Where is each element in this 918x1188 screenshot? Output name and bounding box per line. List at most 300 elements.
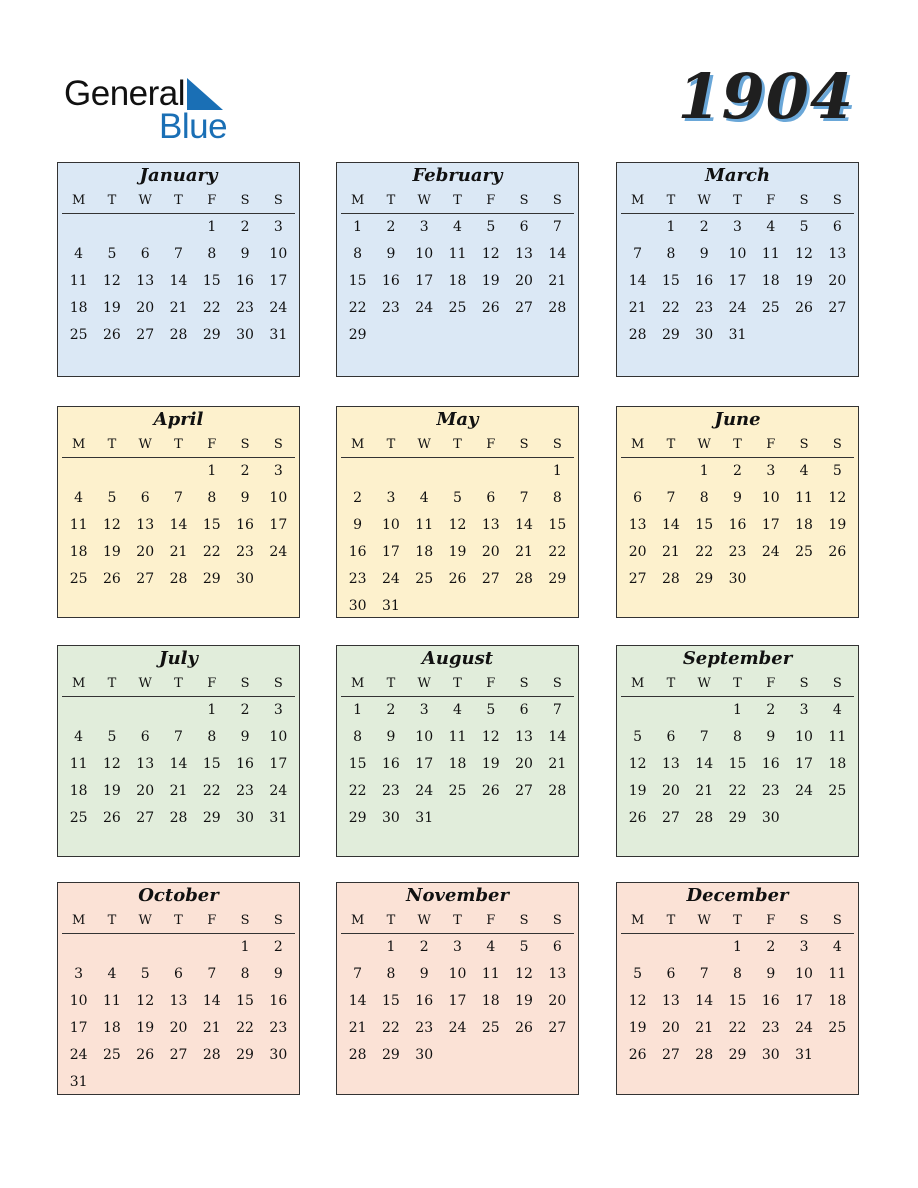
day-number: 13 xyxy=(548,966,567,982)
month-title: September xyxy=(682,648,793,669)
day-number: 31 xyxy=(269,810,288,826)
day-number: 21 xyxy=(548,756,567,772)
day-number: 6 xyxy=(552,939,562,955)
day-grid xyxy=(621,214,854,349)
weekday-label: T xyxy=(666,913,676,928)
weekday-header xyxy=(341,433,574,458)
day-number: 30 xyxy=(236,571,254,587)
day-number: 12 xyxy=(795,246,813,262)
day-number: 8 xyxy=(207,729,217,745)
day-number: 27 xyxy=(136,810,155,826)
day-number: 21 xyxy=(628,300,647,316)
day-number: 24 xyxy=(269,300,288,316)
day-number: 4 xyxy=(419,490,429,506)
month-may xyxy=(336,406,579,618)
day-number: 14 xyxy=(548,729,567,745)
day-number: 11 xyxy=(481,966,500,982)
day-number: 23 xyxy=(382,783,400,799)
day-number: 26 xyxy=(481,300,500,316)
day-number: 8 xyxy=(733,966,742,982)
day-number: 15 xyxy=(662,273,680,289)
weekday-label: F xyxy=(207,676,217,691)
day-number: 13 xyxy=(136,756,155,772)
day-number: 30 xyxy=(269,1047,288,1063)
weekday-label: T xyxy=(666,676,676,691)
day-number: 27 xyxy=(515,300,533,316)
month-title: June xyxy=(714,409,761,430)
empty-day xyxy=(654,697,687,724)
day-number: 6 xyxy=(666,729,676,745)
day-number: 20 xyxy=(169,1020,188,1036)
day-number: 1 xyxy=(699,463,709,479)
day-number: 29 xyxy=(382,1047,400,1063)
day-number: 11 xyxy=(828,966,847,982)
day-number: 2 xyxy=(240,463,250,479)
day-number: 16 xyxy=(269,993,288,1009)
day-number: 25 xyxy=(828,783,847,799)
general-blue-logo xyxy=(64,74,244,144)
day-number: 8 xyxy=(353,729,363,745)
month-title: October xyxy=(138,885,219,906)
day-number: 30 xyxy=(236,327,254,343)
empty-day xyxy=(129,214,162,241)
weekday-label: T xyxy=(107,913,117,928)
day-number: 16 xyxy=(382,273,400,289)
month-september xyxy=(616,645,859,857)
day-number: 10 xyxy=(415,246,434,262)
day-number: 24 xyxy=(382,571,400,587)
day-number: 16 xyxy=(348,544,367,560)
day-number: 18 xyxy=(103,1020,121,1036)
month-title: November xyxy=(406,885,509,906)
empty-day xyxy=(95,697,128,724)
day-number: 28 xyxy=(628,327,647,343)
day-number: 1 xyxy=(207,463,217,479)
day-number: 28 xyxy=(515,571,533,587)
weekday-label: F xyxy=(207,193,217,208)
day-number: 21 xyxy=(515,544,533,560)
day-number: 30 xyxy=(348,598,367,614)
logo-triangle-icon xyxy=(187,78,223,110)
day-number: 16 xyxy=(761,756,780,772)
day-number: 17 xyxy=(269,756,288,772)
empty-day xyxy=(195,934,228,961)
empty-day xyxy=(129,697,162,724)
day-number: 31 xyxy=(728,327,747,343)
day-number: 12 xyxy=(828,490,847,506)
day-number: 19 xyxy=(103,783,121,799)
day-number: 14 xyxy=(202,993,221,1009)
day-number: 9 xyxy=(766,966,776,982)
weekday-label: T xyxy=(453,193,462,208)
day-grid xyxy=(621,458,854,593)
day-number: 10 xyxy=(415,729,434,745)
day-number: 13 xyxy=(515,729,533,745)
day-number: 15 xyxy=(548,517,567,533)
empty-day xyxy=(162,934,195,961)
day-number: 20 xyxy=(828,273,847,289)
weekday-label: W xyxy=(697,193,711,208)
weekday-label: F xyxy=(207,913,217,928)
day-number: 23 xyxy=(236,300,254,316)
day-number: 26 xyxy=(481,783,500,799)
day-number: 15 xyxy=(202,273,221,289)
weekday-label: S xyxy=(799,193,809,208)
day-number: 12 xyxy=(481,246,500,262)
day-number: 23 xyxy=(728,544,747,560)
day-number: 21 xyxy=(169,783,188,799)
day-number: 16 xyxy=(236,273,254,289)
month-june xyxy=(616,406,859,618)
day-number: 1 xyxy=(386,939,396,955)
logo-text-blue: Blue xyxy=(159,107,228,146)
weekday-label: W xyxy=(138,437,152,452)
day-number: 29 xyxy=(548,571,567,587)
day-number: 13 xyxy=(828,246,847,262)
day-number: 3 xyxy=(74,966,84,982)
day-number: 15 xyxy=(728,993,747,1009)
day-number: 25 xyxy=(448,300,467,316)
day-number: 11 xyxy=(761,246,780,262)
day-number: 4 xyxy=(107,966,117,982)
day-number: 5 xyxy=(486,219,496,235)
day-number: 20 xyxy=(481,544,500,560)
day-number: 21 xyxy=(169,300,188,316)
day-number: 1 xyxy=(240,939,250,955)
empty-day xyxy=(621,458,654,485)
day-number: 3 xyxy=(273,702,283,718)
empty-day xyxy=(507,458,540,485)
day-number: 9 xyxy=(386,246,396,262)
day-number: 14 xyxy=(169,273,188,289)
day-number: 4 xyxy=(74,729,84,745)
empty-day xyxy=(62,214,95,241)
day-number: 28 xyxy=(695,1047,714,1063)
day-number: 22 xyxy=(348,300,367,316)
day-number: 23 xyxy=(415,1020,434,1036)
day-number: 16 xyxy=(761,993,780,1009)
day-grid xyxy=(341,458,574,620)
day-number: 5 xyxy=(519,939,529,955)
day-number: 30 xyxy=(382,810,400,826)
day-number: 18 xyxy=(761,273,780,289)
day-number: 6 xyxy=(832,219,842,235)
day-number: 3 xyxy=(419,702,429,718)
empty-day xyxy=(374,458,407,485)
day-number: 8 xyxy=(207,246,217,262)
weekday-label: F xyxy=(766,676,776,691)
day-number: 12 xyxy=(448,517,467,533)
weekday-label: S xyxy=(240,193,250,208)
weekday-label: F xyxy=(766,437,776,452)
empty-day xyxy=(95,458,128,485)
day-number: 3 xyxy=(453,939,462,955)
empty-day xyxy=(162,214,195,241)
day-number: 17 xyxy=(382,544,400,560)
day-number: 20 xyxy=(515,273,533,289)
day-number: 14 xyxy=(515,517,533,533)
day-number: 7 xyxy=(699,966,709,982)
day-number: 14 xyxy=(348,993,367,1009)
day-number: 2 xyxy=(353,490,363,506)
day-grid xyxy=(621,934,854,1069)
day-number: 26 xyxy=(103,571,121,587)
month-title: December xyxy=(686,885,789,906)
day-number: 5 xyxy=(486,702,496,718)
day-number: 3 xyxy=(386,490,396,506)
day-number: 5 xyxy=(140,966,150,982)
weekday-label: T xyxy=(174,676,183,691)
empty-day xyxy=(62,697,95,724)
day-number: 11 xyxy=(795,490,813,506)
day-number: 22 xyxy=(202,783,221,799)
day-number: 24 xyxy=(448,1020,467,1036)
empty-day xyxy=(654,458,687,485)
day-number: 6 xyxy=(519,219,529,235)
day-number: 27 xyxy=(169,1047,188,1063)
day-number: 6 xyxy=(633,490,643,506)
day-number: 14 xyxy=(695,756,714,772)
day-grid xyxy=(62,697,295,832)
day-number: 10 xyxy=(448,966,467,982)
day-number: 1 xyxy=(207,219,217,235)
day-number: 27 xyxy=(662,1047,680,1063)
day-number: 8 xyxy=(733,729,742,745)
day-number: 19 xyxy=(795,273,813,289)
day-number: 17 xyxy=(795,756,813,772)
day-number: 24 xyxy=(795,1020,813,1036)
day-number: 18 xyxy=(69,783,88,799)
day-number: 15 xyxy=(202,756,221,772)
day-number: 26 xyxy=(628,810,647,826)
day-number: 5 xyxy=(453,490,462,506)
day-number: 23 xyxy=(348,571,367,587)
weekday-label: M xyxy=(630,913,645,928)
day-number: 11 xyxy=(448,729,467,745)
day-number: 16 xyxy=(236,517,254,533)
day-number: 16 xyxy=(695,273,714,289)
day-number: 3 xyxy=(799,702,809,718)
day-number: 20 xyxy=(136,783,155,799)
month-title: August xyxy=(421,648,494,669)
weekday-label: T xyxy=(174,193,183,208)
day-number: 12 xyxy=(103,517,121,533)
day-number: 31 xyxy=(795,1047,813,1063)
day-number: 16 xyxy=(415,993,434,1009)
day-number: 22 xyxy=(728,1020,747,1036)
day-number: 19 xyxy=(481,273,500,289)
day-number: 28 xyxy=(548,783,567,799)
day-number: 29 xyxy=(662,327,680,343)
day-number: 1 xyxy=(207,702,217,718)
day-number: 2 xyxy=(240,219,250,235)
day-number: 23 xyxy=(382,300,400,316)
day-number: 28 xyxy=(695,810,714,826)
day-grid xyxy=(62,214,295,349)
day-number: 15 xyxy=(202,517,221,533)
empty-day xyxy=(341,934,374,961)
day-number: 15 xyxy=(348,273,367,289)
day-number: 11 xyxy=(415,517,434,533)
day-number: 2 xyxy=(273,939,283,955)
day-number: 10 xyxy=(269,246,288,262)
day-number: 27 xyxy=(662,810,680,826)
day-number: 20 xyxy=(548,993,567,1009)
day-number: 26 xyxy=(628,1047,647,1063)
empty-day xyxy=(62,458,95,485)
day-number: 29 xyxy=(202,810,221,826)
day-number: 12 xyxy=(136,993,155,1009)
day-number: 13 xyxy=(136,273,155,289)
weekday-label: T xyxy=(733,913,742,928)
day-number: 22 xyxy=(548,544,567,560)
day-number: 4 xyxy=(799,463,809,479)
month-title: January xyxy=(139,165,218,186)
day-number: 4 xyxy=(832,939,842,955)
day-number: 8 xyxy=(353,246,363,262)
day-number: 10 xyxy=(382,517,400,533)
day-number: 5 xyxy=(107,729,117,745)
day-number: 8 xyxy=(552,490,562,506)
day-grid xyxy=(341,214,574,349)
weekday-label: T xyxy=(733,193,742,208)
day-grid xyxy=(621,697,854,832)
weekday-label: S xyxy=(273,193,283,208)
weekday-label: F xyxy=(486,193,496,208)
day-number: 24 xyxy=(728,300,747,316)
weekday-label: T xyxy=(453,913,462,928)
day-number: 29 xyxy=(202,571,221,587)
day-number: 11 xyxy=(448,246,467,262)
day-number: 7 xyxy=(174,729,183,745)
day-number: 25 xyxy=(69,327,88,343)
day-number: 24 xyxy=(795,783,813,799)
day-number: 19 xyxy=(448,544,467,560)
day-number: 6 xyxy=(486,490,496,506)
day-number: 3 xyxy=(766,463,776,479)
day-number: 30 xyxy=(695,327,714,343)
weekday-label: W xyxy=(138,676,152,691)
day-number: 2 xyxy=(419,939,429,955)
day-number: 29 xyxy=(236,1047,254,1063)
empty-day xyxy=(621,214,654,241)
day-number: 9 xyxy=(240,729,250,745)
weekday-label: M xyxy=(630,193,645,208)
day-number: 7 xyxy=(552,219,562,235)
day-number: 4 xyxy=(74,490,84,506)
day-number: 1 xyxy=(666,219,676,235)
day-number: 15 xyxy=(236,993,254,1009)
weekday-header xyxy=(621,189,854,214)
month-title: May xyxy=(436,409,479,430)
day-number: 26 xyxy=(448,571,467,587)
day-number: 19 xyxy=(136,1020,155,1036)
day-number: 2 xyxy=(766,939,776,955)
day-number: 5 xyxy=(832,463,842,479)
day-number: 18 xyxy=(69,544,88,560)
empty-day xyxy=(95,934,128,961)
day-number: 26 xyxy=(103,810,121,826)
day-number: 18 xyxy=(795,517,813,533)
day-number: 13 xyxy=(662,756,680,772)
empty-day xyxy=(621,697,654,724)
day-number: 25 xyxy=(828,1020,847,1036)
day-number: 4 xyxy=(766,219,776,235)
empty-day xyxy=(162,458,195,485)
month-title: March xyxy=(704,165,771,186)
weekday-label: F xyxy=(766,193,776,208)
day-number: 24 xyxy=(269,783,288,799)
day-number: 14 xyxy=(169,756,188,772)
day-grid xyxy=(341,697,574,832)
day-number: 9 xyxy=(273,966,283,982)
day-number: 30 xyxy=(415,1047,434,1063)
day-number: 13 xyxy=(481,517,500,533)
day-number: 29 xyxy=(728,1047,747,1063)
day-number: 18 xyxy=(415,544,434,560)
day-number: 17 xyxy=(795,993,813,1009)
day-number: 24 xyxy=(415,783,434,799)
day-number: 2 xyxy=(699,219,709,235)
day-number: 9 xyxy=(699,246,709,262)
day-number: 31 xyxy=(415,810,434,826)
weekday-label: T xyxy=(666,437,676,452)
day-number: 2 xyxy=(386,219,396,235)
day-number: 6 xyxy=(140,490,150,506)
weekday-label: M xyxy=(71,193,86,208)
weekday-header xyxy=(341,189,574,214)
weekday-label: S xyxy=(552,437,562,452)
weekday-label: S xyxy=(552,676,562,691)
day-number: 26 xyxy=(515,1020,533,1036)
day-number: 5 xyxy=(633,729,643,745)
day-number: 21 xyxy=(169,544,188,560)
day-number: 17 xyxy=(415,756,434,772)
day-number: 10 xyxy=(269,490,288,506)
day-number: 5 xyxy=(799,219,809,235)
day-number: 6 xyxy=(666,966,676,982)
day-number: 25 xyxy=(415,571,434,587)
weekday-label: W xyxy=(697,437,711,452)
weekday-label: W xyxy=(138,193,152,208)
weekday-label: S xyxy=(832,193,842,208)
weekday-label: F xyxy=(486,676,496,691)
day-number: 27 xyxy=(515,783,533,799)
empty-day xyxy=(129,934,162,961)
empty-day xyxy=(95,214,128,241)
day-number: 4 xyxy=(453,702,462,718)
day-number: 3 xyxy=(273,219,283,235)
day-number: 20 xyxy=(136,544,155,560)
day-number: 26 xyxy=(828,544,847,560)
day-number: 3 xyxy=(733,219,742,235)
weekday-label: S xyxy=(273,437,283,452)
weekday-label: T xyxy=(453,437,462,452)
weekday-label: T xyxy=(174,437,183,452)
day-number: 18 xyxy=(448,756,467,772)
day-number: 7 xyxy=(699,729,709,745)
month-february xyxy=(336,162,579,377)
day-number: 17 xyxy=(448,993,467,1009)
day-number: 7 xyxy=(174,246,183,262)
day-number: 6 xyxy=(140,729,150,745)
day-number: 27 xyxy=(136,327,155,343)
day-number: 24 xyxy=(269,544,288,560)
day-grid xyxy=(341,934,574,1069)
day-number: 19 xyxy=(103,300,121,316)
weekday-label: T xyxy=(386,193,396,208)
day-number: 29 xyxy=(348,327,367,343)
